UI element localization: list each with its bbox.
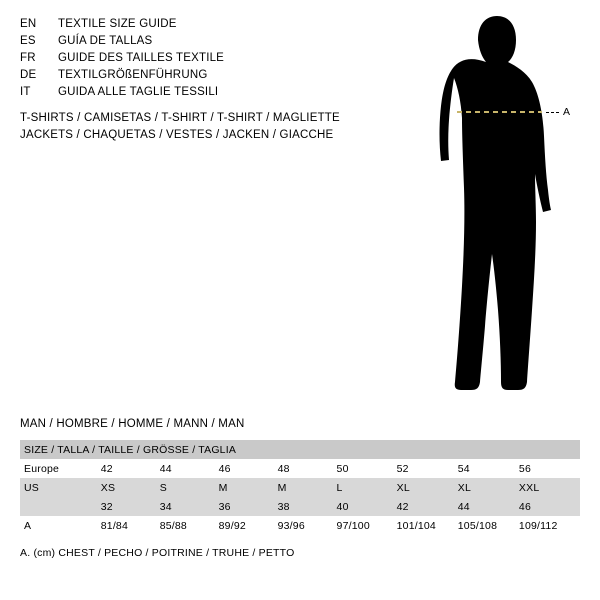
language-code: FR [20, 52, 36, 64]
category-tshirts: T-SHIRTS / CAMISETAS / T-SHIRT / T-SHIRT / MAGLIETTE [20, 112, 340, 124]
row-value: 54 [458, 459, 519, 478]
language-row [20, 16, 380, 33]
language-row [20, 33, 380, 50]
table-row [20, 497, 580, 516]
row-value: 32 [101, 497, 160, 516]
language-text: GUÍA DE TALLAS [58, 35, 153, 47]
silhouette-icon [400, 10, 600, 400]
row-value: 44 [160, 459, 219, 478]
row-value: M [219, 478, 278, 497]
row-label [20, 497, 101, 516]
measurement-note: A. (cm) CHEST / PECHO / POITRINE / TRUHE / PETTO [20, 547, 295, 559]
language-code: IT [20, 86, 31, 98]
row-value: 97/100 [337, 516, 397, 535]
language-text: GUIDA ALLE TAGLIE TESSILI [58, 86, 219, 98]
row-value: 50 [337, 459, 397, 478]
language-row [20, 67, 380, 84]
measure-letter-a: A [563, 106, 571, 118]
row-value: 40 [337, 497, 397, 516]
table-header-row [20, 440, 580, 459]
row-label: Europe [20, 459, 101, 478]
language-list [20, 16, 380, 101]
row-value: S [160, 478, 219, 497]
row-value: 85/88 [160, 516, 219, 535]
category-jackets: JACKETS / CHAQUETAS / VESTES / JACKEN / GIACCHE [20, 129, 334, 141]
row-value: 89/92 [219, 516, 278, 535]
table-row [20, 516, 580, 535]
language-text: TEXTILE SIZE GUIDE [58, 18, 177, 30]
row-value: 56 [519, 459, 580, 478]
row-value: 34 [160, 497, 219, 516]
language-code: ES [20, 35, 36, 47]
row-value: 105/108 [458, 516, 519, 535]
size-table [20, 440, 580, 535]
table-body [20, 459, 580, 535]
row-value: 42 [101, 459, 160, 478]
row-value: XL [458, 478, 519, 497]
row-value: L [337, 478, 397, 497]
row-value: 38 [278, 497, 337, 516]
row-value: 46 [519, 497, 580, 516]
category-list [20, 110, 420, 144]
language-row [20, 50, 380, 67]
row-value: 46 [219, 459, 278, 478]
row-value: 109/112 [519, 516, 580, 535]
row-value: XS [101, 478, 160, 497]
row-value: 36 [219, 497, 278, 516]
row-value: 48 [278, 459, 337, 478]
table-header-cell: SIZE / TALLA / TAILLE / GRÖSSE / TAGLIA [20, 440, 580, 459]
table-row [20, 459, 580, 478]
row-value: 101/104 [397, 516, 458, 535]
table-group-label: MAN / HOMBRE / HOMME / MANN / MAN [20, 418, 245, 430]
body-silhouette-figure [400, 10, 600, 400]
row-value: 81/84 [101, 516, 160, 535]
language-row [20, 84, 380, 101]
language-text: TEXTILGRÖßENFÜHRUNG [58, 69, 208, 81]
row-value: 52 [397, 459, 458, 478]
language-text: GUIDE DES TAILLES TEXTILE [58, 52, 225, 64]
row-value: XL [397, 478, 458, 497]
language-code: DE [20, 69, 37, 81]
row-value: XXL [519, 478, 580, 497]
table-row [20, 478, 580, 497]
row-label: A [20, 516, 101, 535]
row-label: US [20, 478, 101, 497]
measure-pointer-dash [546, 112, 559, 114]
row-value: 93/96 [278, 516, 337, 535]
table-head [20, 440, 580, 459]
language-code: EN [20, 18, 37, 30]
row-value: M [278, 478, 337, 497]
row-value: 44 [458, 497, 519, 516]
row-value: 42 [397, 497, 458, 516]
